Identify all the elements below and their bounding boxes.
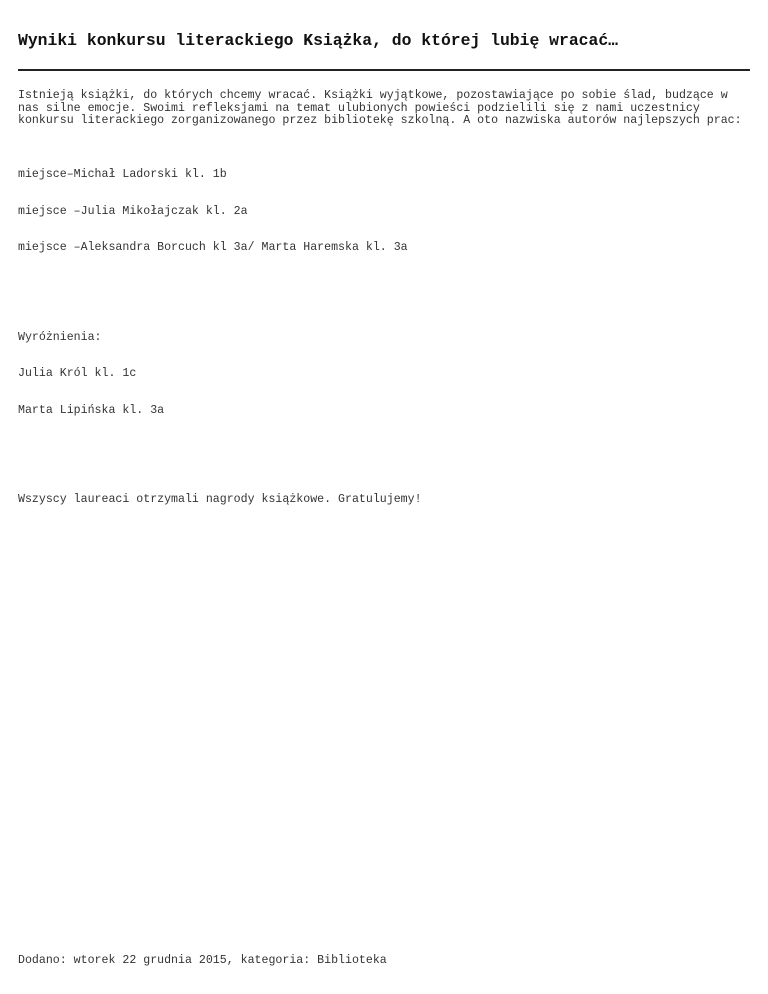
distinction-item: Marta Lipińska kl. 3a bbox=[18, 404, 165, 417]
distinctions-heading: Wyróżnienia: bbox=[18, 331, 102, 344]
distinction-item: Julia Król kl. 1c bbox=[18, 367, 137, 380]
article bbox=[18, 0, 750, 994]
article-intro: Istnieją książki, do których chcemy wracać. Książki wyjątkowe, pozostawiające po sobie ślad, budzące w nas silne emocje. Swoimi refleksjami na temat ulubionych powieści podzielili się z nami uczestnicy konkursu literackiego zorganizowanego przez bibliotekę szkolną. A oto nazwiska autorów najlepszych prac: bbox=[18, 89, 742, 127]
article-title: Wyniki konkursu literackiego Książka, do której lubię wracać… bbox=[18, 31, 618, 50]
article-meta-footer: Dodano: wtorek 22 grudnia 2015, kategoria: Biblioteka bbox=[18, 954, 387, 967]
title-divider bbox=[18, 69, 750, 71]
place-second: miejsce –Julia Mikołajczak kl. 2a bbox=[18, 205, 248, 218]
place-first: miejsce–Michał Ladorski kl. 1b bbox=[18, 168, 227, 181]
closing-text: Wszyscy laureaci otrzymali nagrody książkowe. Gratulujemy! bbox=[18, 493, 422, 506]
place-third: miejsce –Aleksandra Borcuch kl 3a/ Marta Haremska kl. 3a bbox=[18, 241, 408, 254]
